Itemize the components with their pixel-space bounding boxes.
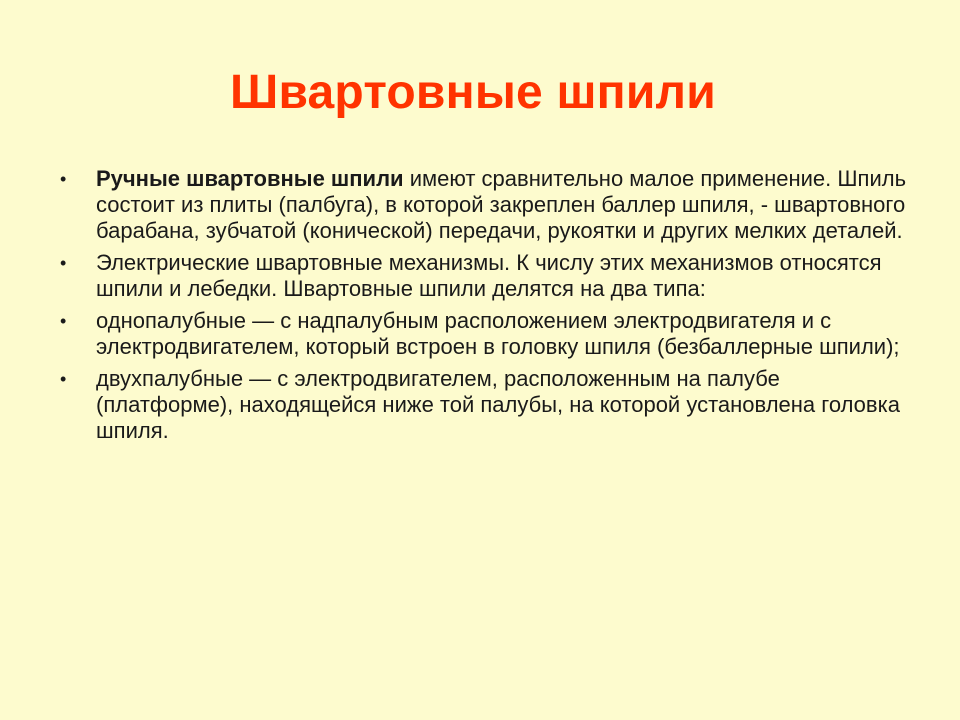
list-item bbox=[56, 166, 916, 244]
bullet-icon: • bbox=[60, 369, 67, 389]
item-text: однопалубные — с надпалубным расположением электродвигателя и с электродвигателем, который встроен в головку шпиля (безбаллерные шпили); bbox=[96, 308, 900, 359]
list-item bbox=[56, 308, 916, 360]
item-text: двухпалубные — с электродвигателем, расположенным на палубе (платформе), находящейся ниже той палубы, на которой установлена головка шпиля. bbox=[96, 366, 900, 443]
bullet-icon: • bbox=[60, 169, 67, 189]
list-item bbox=[56, 366, 916, 444]
bullet-list bbox=[56, 166, 916, 450]
list-item bbox=[56, 250, 916, 302]
item-bold-text: Ручные швартовные шпили bbox=[96, 166, 404, 191]
bullet-icon: • bbox=[60, 253, 67, 273]
bullet-icon: • bbox=[60, 311, 67, 331]
slide-title: Швартовные шпили bbox=[230, 66, 716, 119]
item-text: Электрические швартовные механизмы. К числу этих механизмов относятся шпили и лебедки. Швартовные шпили делятся на два типа: bbox=[96, 250, 882, 301]
item-text: имеют сравнительно малое применение. Шпиль состоит из плиты (палбуга), в которой закреплен баллер шпиля, - швартовного барабана, зубчатой (конической) передачи, рукоятки и других мелких деталей. bbox=[96, 166, 907, 243]
